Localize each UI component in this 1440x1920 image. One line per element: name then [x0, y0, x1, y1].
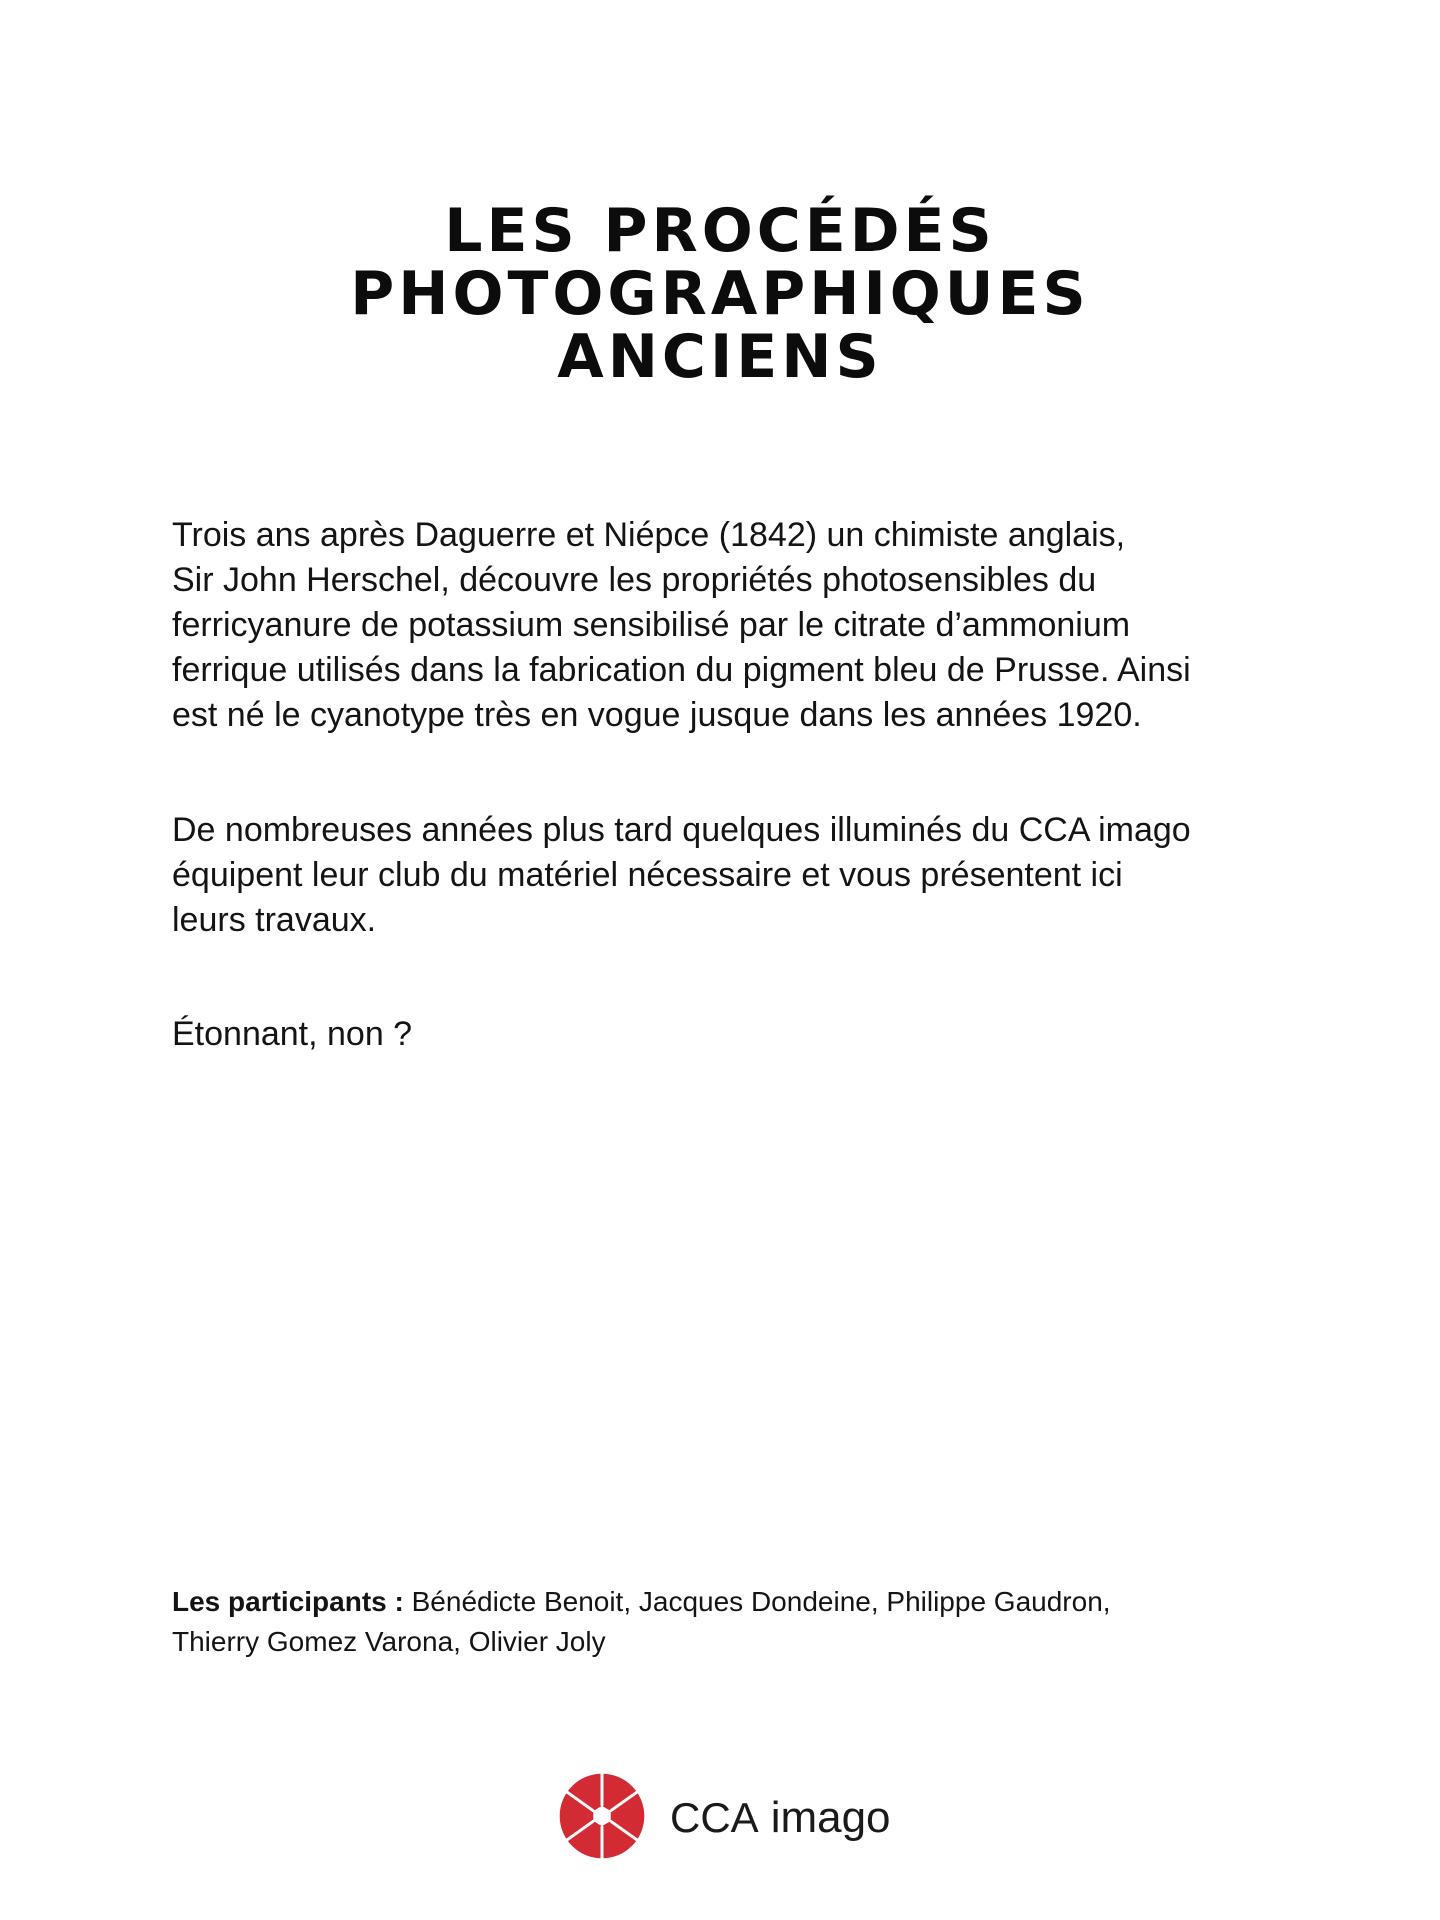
participants-label: Les participants : — [172, 1586, 404, 1617]
logo-word-cca: CCA — [670, 1794, 759, 1841]
text-line: Sir John Herschel, découvre les propriétés photosensibles du — [172, 561, 1097, 599]
camera-aperture-icon — [556, 1770, 648, 1862]
title-line: LES PROCÉDÉS — [444, 196, 996, 266]
logo-wordmark — [670, 1793, 891, 1843]
participants-credits — [172, 1582, 1292, 1662]
text-line: équipent leur club du matériel nécessaire et vous présentent ici — [172, 856, 1123, 894]
participants-line-1 — [172, 1582, 1292, 1622]
page-title — [0, 196, 1440, 392]
participants-names-2: Thierry Gomez Varona, Olivier Joly — [172, 1626, 606, 1657]
logo-word-imago: imago — [770, 1793, 891, 1842]
paragraph-club — [172, 808, 1312, 943]
title-line: ANCIENS — [557, 322, 883, 392]
participants-names-1: Bénédicte Benoit, Jacques Dondeine, Philippe Gaudron, — [403, 1586, 1111, 1617]
text-line: Trois ans après Daguerre et Niépce (1842) un chimiste anglais, — [172, 516, 1126, 554]
paragraph-closing — [172, 1012, 1312, 1057]
title-line: PHOTOGRAPHIQUES — [350, 259, 1090, 329]
text-line: ferricyanure de potassium sensibilisé par le citrate d’ammonium — [172, 606, 1131, 644]
text-line: est né le cyanotype très en vogue jusque dans les années 1920. — [172, 696, 1142, 734]
text-line: leurs travaux. — [172, 901, 377, 939]
cca-imago-logo — [556, 1770, 891, 1862]
text-line: ferrique utilisés dans la fabrication du pigment bleu de Prusse. Ainsi — [172, 651, 1191, 689]
text-line: Étonnant, non ? — [172, 1015, 413, 1053]
paragraph-history — [172, 513, 1312, 738]
text-line: De nombreuses années plus tard quelques illuminés du CCA imago — [172, 811, 1191, 849]
